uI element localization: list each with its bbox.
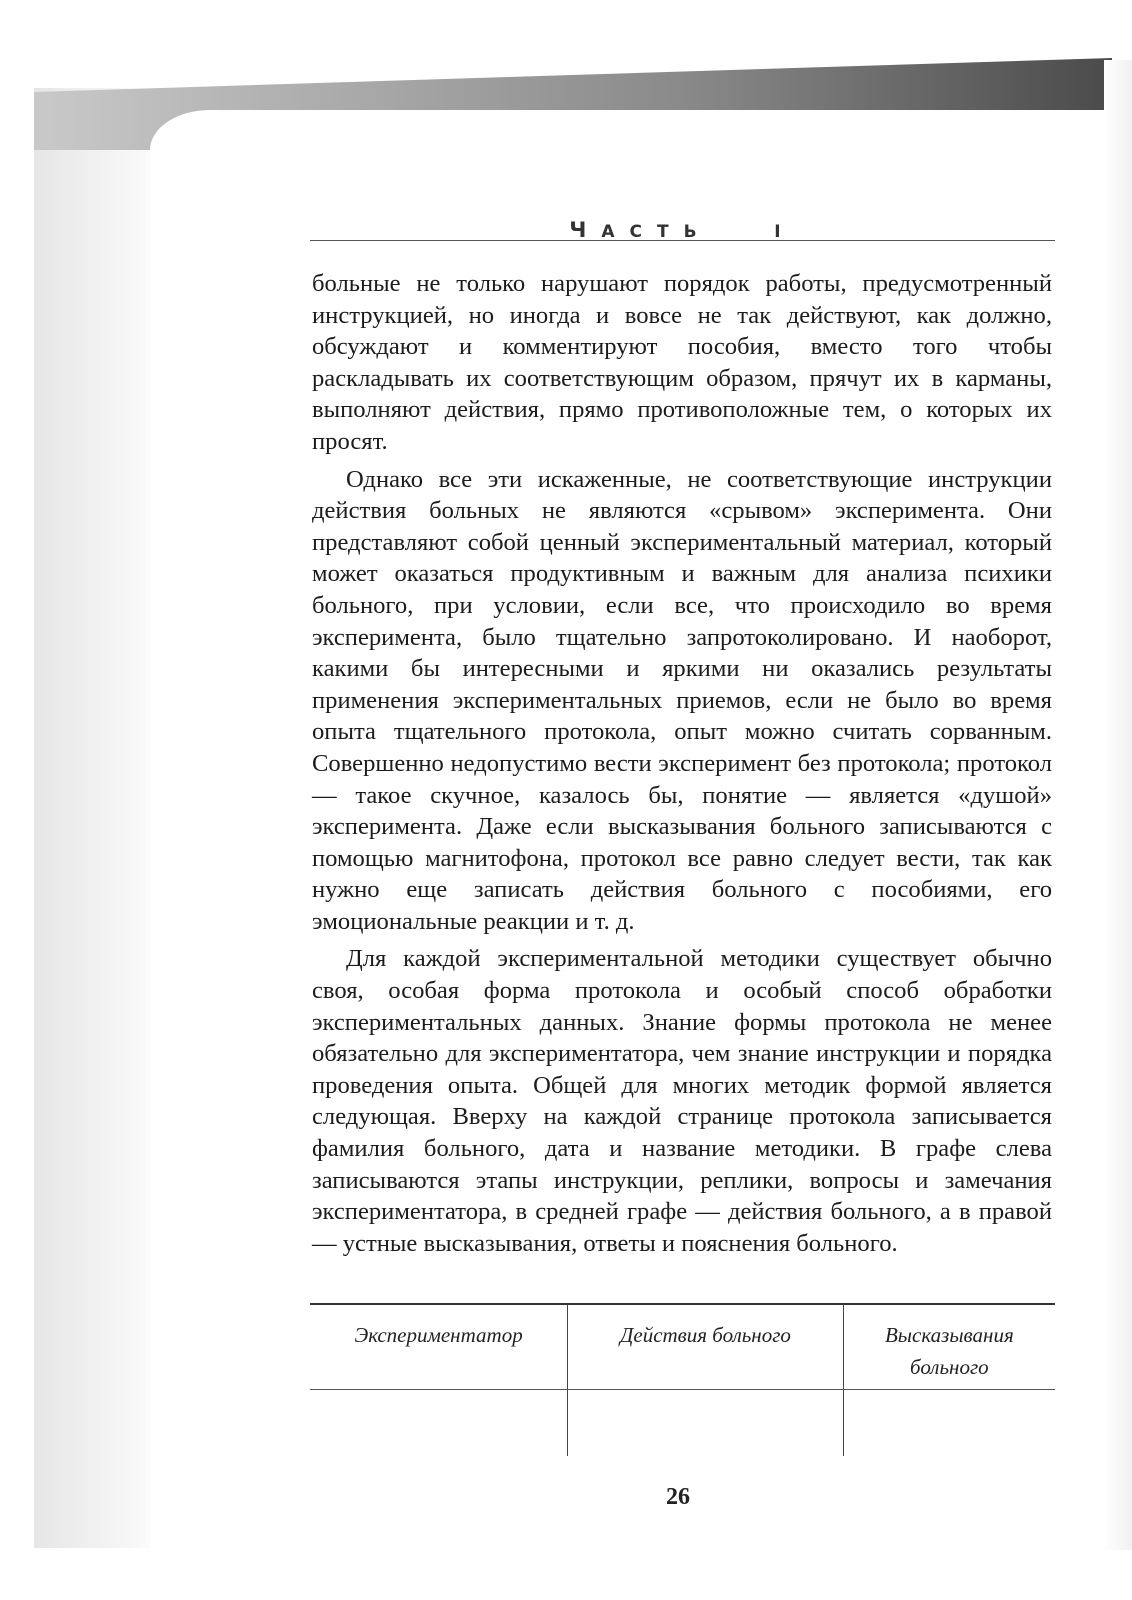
table-cell: [843, 1390, 1055, 1457]
paragraph-3: Для каждой экспериментальной методики существует обычно своя, особая форма протокола и особый способ обработки экспериментальных данных. Знание формы протокола не менее обязательно для экспериментатора, чем знание инструкции и порядка проведения опыта. Общей для многих методик формой является следующая. Вверху на каждой странице протокола записывается фамилия больного, дата и название методики. В графе слева записываются этапы инструкции, реплики, вопросы и замечания экспериментатора, в средней графе — действия больного, а в правой — устные высказывания, ответы и пояснения больного.: [312, 945, 1052, 1257]
column-header-patient-actions: Действия больного: [568, 1304, 843, 1390]
scan-right-edge: [1104, 60, 1132, 1550]
paragraph-1: больные не только нарушают порядок работы, предусмотренный инструкцией, но иногда и вовсе не так действуют, как должно, обсуждают и комментируют пособия, вместо того чтобы раскладывать их соответствующим образом, прячут их в карманы, выполняют действия, прямо противоположные тем, о которых их просят.: [312, 270, 1052, 455]
running-head-numeral: I: [774, 222, 796, 242]
protocol-table-empty-row: [310, 1390, 1055, 1457]
protocol-table-header-row: [310, 1304, 1055, 1390]
running-head-word: АСТЬ: [601, 222, 712, 242]
paragraph-2: Однако все эти искаженные, не соответствующие инструкции действия больных не являются «срывом» эксперимента. Они представляют собой ценный экспериментальный материал, который может оказаться продуктивным и важным для анализа психики больного, при условии, если все, что происходило во время эксперимента, было тщательно запротоколировано. И наоборот, какими бы интересными и яркими ни оказались результаты применения экспериментальных приемов, если не было во время опыта тщательного протокола, опыт можно считать сорванным. Совершенно недопустимо вести эксперимент без протокола; протокол — такое скучное, казалось бы, понятие — является «душой» эксперимента. Даже если высказывания больного записываются с помощью магнитофона, протокол все равно следует вести, так как нужно еще записать действия больного с пособиями, его эмоциональные реакции и т. д.: [312, 465, 1052, 935]
body-text: [312, 268, 1052, 1259]
scan-left-shadow: [34, 88, 164, 1548]
running-head-initial: Ч: [569, 218, 602, 242]
table-cell: [310, 1390, 568, 1457]
table-cell: [568, 1390, 843, 1457]
column-header-patient-statements: Высказывания больного: [843, 1304, 1055, 1390]
column-header-experimenter: Экспериментатор: [310, 1304, 568, 1390]
running-head: [310, 206, 1055, 241]
page-number: 26: [666, 1484, 690, 1510]
protocol-table: [310, 1303, 1055, 1456]
